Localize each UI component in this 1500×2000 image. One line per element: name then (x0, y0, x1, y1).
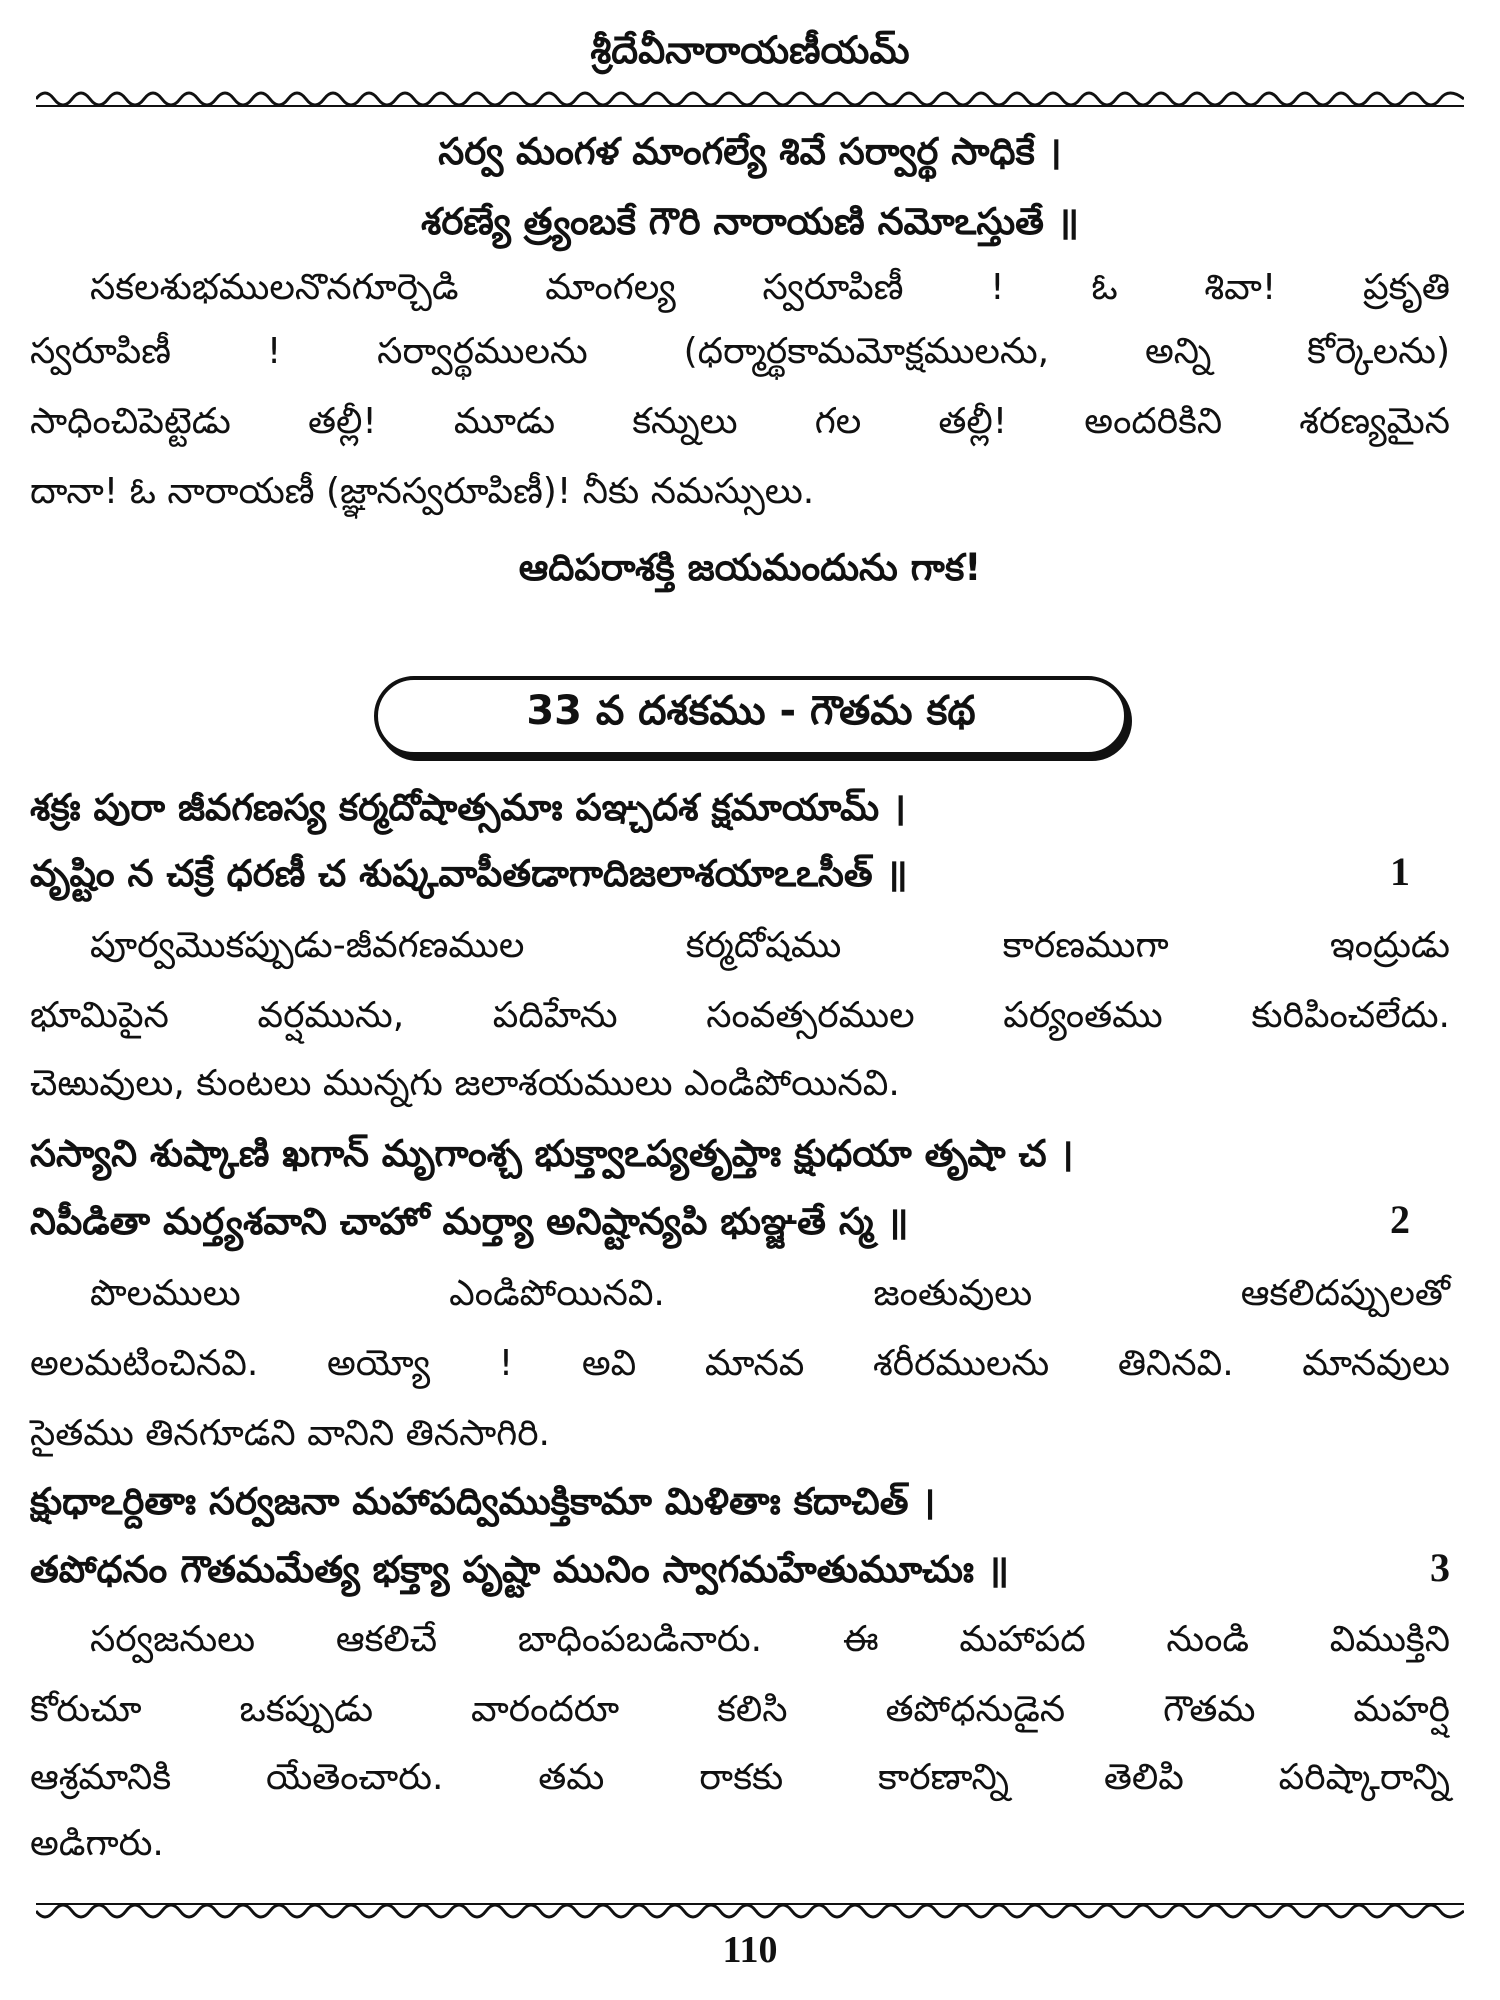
intro-prose-line: దానా! ఓ నారాయణీ (జ్ఞానస్వరూపిణీ)! నీకు నమస్సులు. (30, 471, 815, 512)
verse-3-meaning-line: అడిగారు. (30, 1823, 164, 1864)
verse-3-meaning-line: ఆశ్రమానికి యేతెంచారు. తమ రాకకు కారణాన్ని తెలిపి పరిష్కారాన్ని (30, 1757, 1450, 1798)
verse-3-meaning-line: కోరుచూ ఒకప్పుడు వారందరూ కలిసి తపోధనుడైన గౌతమ మహర్షి (30, 1689, 1450, 1730)
verse-1-line-2: వృష్టిం న చక్రే ధరణీ చ శుష్కవాపీతడాగాదిజలాశయాఽఽసీత్ ॥ (30, 852, 908, 895)
page-number: 110 (722, 1929, 778, 1971)
verse-3-line-1: క్షుధాఽర్దితాః సర్వజనా మహాపద్విముక్తికామా మిళితాః కదాచిత్ । (30, 1480, 936, 1523)
verse-number: 1 (1390, 849, 1410, 894)
verse-3-meaning-line: సర్వజనులు ఆకలిచే బాధింపబడినారు. ఈ మహాపద నుండి విముక్తిని (90, 1619, 1450, 1660)
verse-1-meaning-line: పూర్వమొకప్పుడు-జీవగణముల కర్మదోషము కారణముగా ఇంద్రుడు (90, 925, 1450, 966)
intro-prose-line: సకలశుభములనొనగూర్చెడి మాంగల్య స్వరూపిణీ ! ఓ శివా! ప్రకృతి (90, 267, 1450, 308)
verse-2-line-2: నిపీడితా మర్త్యశవాని చాహో మర్త్యా అనిష్టాన్యపి భుఞ్జతే స్మ ॥ (30, 1200, 909, 1243)
page-header: శ్రీదేవీనారాయణీయమ్ (590, 28, 910, 72)
verse-1-meaning-line: చెఱువులు, కుంటలు మున్నగు జలాశయములు ఎండిపోయినవి. (30, 1063, 900, 1104)
decorative-border-bottom (36, 1896, 1464, 1926)
verse-1-line-1: శక్రః పురా జీవగణస్య కర్మదోషాత్సమాః పఞ్చదశ క్షమాయామ్ । (30, 786, 907, 829)
verse-number: 2 (1390, 1197, 1410, 1242)
intro-verse-line-1: సర్వ మంగళ మాంగల్యే శివే సర్వార్థ సాధికే । (438, 130, 1062, 173)
decorative-border-top (36, 84, 1464, 114)
section-title: 33 వ దశకము - గౌతమ కథ (374, 676, 1128, 756)
verse-2-meaning-line: సైతము తినగూడని వానిని తినసాగిరి. (30, 1413, 551, 1454)
closing-line: ఆదిపరాశక్తి జయమందును గాక! (518, 546, 982, 589)
intro-prose-line: స్వరూపిణీ ! సర్వార్థములను (ధర్మార్థకామమోక్షములను, అన్ని కోర్కెలను) (30, 331, 1450, 372)
intro-verse-line-2: శరణ్యే త్ర్యంబకే గౌరి నారాయణి నమోఽస్తుతే ॥ (421, 200, 1079, 243)
verse-3-line-2: తపోధనం గౌతమమేత్య భక్త్యా పృష్టా మునిం స్వాగమహేతుమూచుః ॥ (30, 1548, 1009, 1591)
verse-2-line-1: సస్యాని శుష్కాణి ఖగాన్ మృగాంశ్చ భుక్త్వాఽప్యతృప్తాః క్షుధయా తృషా చ । (30, 1132, 1074, 1175)
verse-1-meaning-line: భూమిపైన వర్షమును, పదిహేను సంవత్సరముల పర్యంతము కురిపించలేదు. (30, 995, 1450, 1036)
verse-2-meaning-line: అలమటించినవి. అయ్యో ! అవి మానవ శరీరములను తినినవి. మానవులు (30, 1343, 1450, 1384)
verse-number: 3 (1430, 1545, 1450, 1590)
intro-prose-line: సాధించిపెట్టెడు తల్లీ! మూడు కన్నులు గల తల్లీ! అందరికిని శరణ్యమైన (30, 401, 1450, 442)
verse-2-meaning-line: పొలములు ఎండిపోయినవి. జంతువులు ఆకలిదప్పులతో (90, 1273, 1450, 1314)
